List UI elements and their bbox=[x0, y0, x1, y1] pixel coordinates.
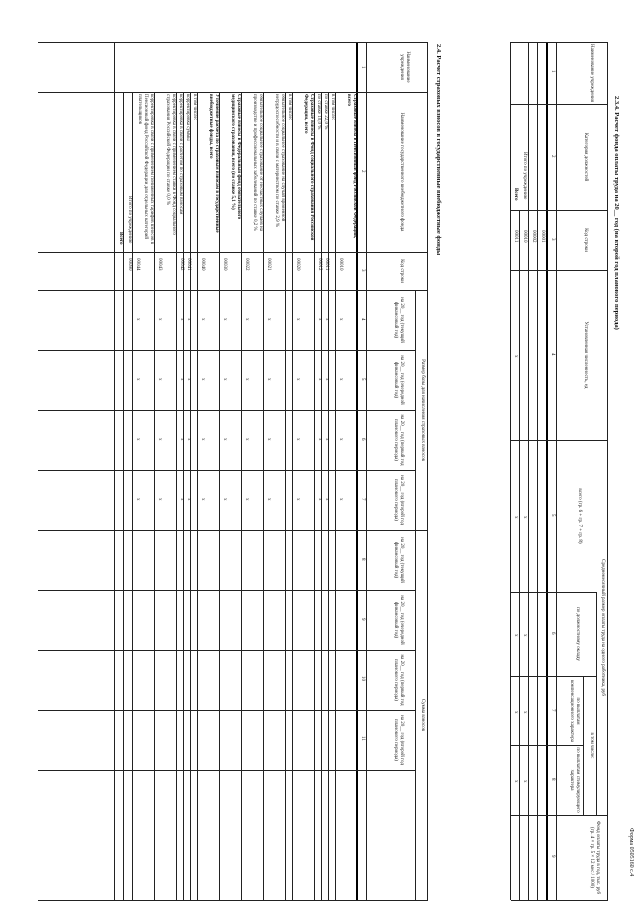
fund-row-name: корректировка в связи с применением ставки в Фонд социального страхования Российской Федерации по ставке 0,0 % bbox=[165, 94, 176, 235]
x-mark: x bbox=[200, 438, 205, 441]
x-mark: x bbox=[135, 378, 140, 381]
x-mark: x bbox=[295, 318, 300, 321]
header-line-code: Код строки bbox=[583, 228, 588, 252]
x-mark: x bbox=[324, 318, 329, 321]
x-mark: x bbox=[186, 438, 191, 441]
section-title-2-3-4: 2.3.4. Расчет фонда оплаты труда на 20__ год (на второй год планового периода) bbox=[613, 96, 620, 330]
col-num: 8 bbox=[360, 558, 365, 561]
x-mark: x bbox=[295, 498, 300, 501]
x-mark: x bbox=[338, 498, 343, 501]
header-staff-count: Установленная численность, ед bbox=[583, 321, 588, 389]
col-num: 7 bbox=[550, 709, 555, 712]
x-mark: x bbox=[200, 498, 205, 501]
x-mark: x bbox=[244, 438, 249, 441]
x-mark: x bbox=[186, 378, 191, 381]
x-mark: x bbox=[186, 318, 191, 321]
subtotal-label: Итого по учреждению bbox=[522, 152, 527, 200]
header-period-next: на 20__ год (очередной финансовый год) bbox=[393, 355, 404, 405]
header-avg-salary: Среднемесячный размер оплаты труда на одного работника, руб bbox=[600, 559, 605, 696]
col-num: 10 bbox=[360, 676, 365, 681]
x-mark: x bbox=[513, 516, 518, 519]
col-num: 9 bbox=[360, 618, 365, 621]
header-contribution-sum: Сумма взносов bbox=[420, 698, 425, 732]
total-label: Всего bbox=[118, 232, 123, 245]
x-mark: x bbox=[338, 318, 343, 321]
x-mark: x bbox=[179, 318, 184, 321]
fund-row-name: обязательное социальное страхование от несчастных случаев на производстве и профессиональных заболеваний по ставке 0,2 % bbox=[252, 94, 263, 231]
x-mark: x bbox=[513, 634, 518, 637]
col-num: 11 bbox=[360, 736, 365, 741]
x-mark: x bbox=[522, 711, 527, 714]
header-period-current: на 20__ год (текущий финансовый год) bbox=[393, 297, 404, 343]
col-num: 8 bbox=[550, 778, 555, 781]
x-mark: x bbox=[522, 634, 527, 637]
x-mark: x bbox=[295, 438, 300, 441]
header-fund-name: Наименование государственного внебюджетного фонда bbox=[399, 112, 404, 232]
fund-row-code: 00041 bbox=[186, 258, 191, 271]
line-code: 00010 bbox=[522, 230, 527, 243]
header-compensation: по выплатам компенсационного характера bbox=[569, 679, 580, 743]
header-period-current: на 20__ год (текущий финансовый год) bbox=[393, 537, 404, 583]
x-mark: x bbox=[135, 318, 140, 321]
header-incentive: по выплатам стимулирующего характера bbox=[569, 747, 580, 813]
fund-row-code: 00030 bbox=[222, 258, 227, 271]
col-num: 3 bbox=[360, 269, 365, 272]
fund-row-code: 00012 bbox=[317, 258, 322, 271]
x-mark: x bbox=[266, 498, 271, 501]
fund-row-name: корректировка в связи с применением пониженных тарифов взносов в Пенсионный фонд Российской Федерации для отдельных категорий плательщиков bbox=[137, 94, 154, 245]
fund-row-code: 00021 bbox=[266, 258, 271, 271]
x-mark: x bbox=[222, 378, 227, 381]
x-mark: x bbox=[157, 498, 162, 501]
x-mark: x bbox=[522, 780, 527, 783]
header-category: Категория должностей bbox=[583, 132, 588, 182]
header-including: в том числе: bbox=[589, 732, 594, 759]
line-code: 00001 bbox=[540, 230, 545, 243]
x-mark: x bbox=[135, 438, 140, 441]
col-num: 4 bbox=[550, 353, 555, 356]
x-mark: x bbox=[244, 318, 249, 321]
x-mark: x bbox=[157, 378, 162, 381]
header-period-plan2: на 20__ год (второй год планового периода) bbox=[393, 475, 404, 525]
x-mark: x bbox=[266, 378, 271, 381]
x-mark: x bbox=[266, 318, 271, 321]
subtotal-label: Итого по учреждению bbox=[127, 196, 132, 244]
fund-row-name: Уточнение расчета по страховым взносам в государственные внебюджетные фонды, всего bbox=[208, 94, 219, 233]
fund-row-name: обязательное социальное страхование на случай временной нетрудоспособности и в связи с материнством по ставке 2,9 % bbox=[274, 94, 285, 227]
fund-row-code: 00044 bbox=[135, 258, 140, 271]
x-mark: x bbox=[135, 498, 140, 501]
fund-row-name: по ставке 10,0 % bbox=[316, 94, 321, 130]
fund-row-code: 00011 bbox=[324, 258, 329, 271]
col-num: 7 bbox=[360, 498, 365, 501]
x-mark: x bbox=[179, 498, 184, 501]
header-period-plan2: на 20__ год (второй год планового периода) bbox=[393, 715, 404, 765]
x-mark: x bbox=[244, 498, 249, 501]
fund-row-code: 00022 bbox=[244, 258, 249, 271]
fund-row-code: 00043 bbox=[157, 258, 162, 271]
fund-row-name: в том числе: bbox=[330, 94, 335, 121]
fund-row-code: 00020 bbox=[295, 258, 300, 271]
header-total: всего (гр. 6 + гр. 7 + гр. 8) bbox=[577, 488, 582, 544]
fund-row-name: корректировка в связи с расчетом по страховым взносам bbox=[178, 94, 183, 215]
x-mark: x bbox=[513, 711, 518, 714]
header-period-plan1: на 20__ год (первый год планового периода) bbox=[393, 654, 404, 706]
x-mark: x bbox=[222, 498, 227, 501]
x-mark: x bbox=[266, 438, 271, 441]
col-num: 1 bbox=[550, 70, 555, 73]
header-period-next: на 20__ год (очередной финансовый год) bbox=[393, 595, 404, 645]
col-num: 2 bbox=[360, 170, 365, 173]
col-num: 3 bbox=[550, 238, 555, 241]
fund-row-name: Страховые взносы в Пенсионный фонд Российской Федерации, всего bbox=[346, 94, 357, 239]
x-mark: x bbox=[513, 780, 518, 783]
x-mark: x bbox=[324, 498, 329, 501]
x-mark: x bbox=[157, 438, 162, 441]
col-num: 5 bbox=[360, 378, 365, 381]
x-mark: x bbox=[157, 318, 162, 321]
fund-row-name: по ставке 22,0 % bbox=[323, 94, 328, 130]
x-mark: x bbox=[222, 318, 227, 321]
col-num: 6 bbox=[360, 438, 365, 441]
x-mark: x bbox=[317, 318, 322, 321]
header-institution: Наименование учреждения bbox=[399, 51, 410, 83]
col-num: 9 bbox=[550, 855, 555, 858]
fund-row-name: в том числе: bbox=[192, 94, 197, 121]
x-mark: x bbox=[222, 438, 227, 441]
x-mark: x bbox=[338, 438, 343, 441]
header-base-salary: по должностному окладу bbox=[575, 607, 580, 661]
x-mark: x bbox=[338, 378, 343, 381]
total-label: Всего bbox=[513, 188, 518, 201]
x-mark: x bbox=[179, 438, 184, 441]
col-num: 4 bbox=[360, 318, 365, 321]
fund-row-name: в том числе: bbox=[287, 94, 292, 121]
line-code: 00011 bbox=[513, 230, 518, 243]
col-num: 2 bbox=[550, 155, 555, 158]
x-mark: x bbox=[317, 378, 322, 381]
x-mark: x bbox=[324, 378, 329, 381]
x-mark: x bbox=[317, 498, 322, 501]
fund-row-name: корректировка суммы bbox=[185, 94, 190, 141]
line-code: 00002 bbox=[531, 230, 536, 243]
col-num: 6 bbox=[550, 632, 555, 635]
x-mark: x bbox=[186, 498, 191, 501]
header-line-code: Код строки bbox=[399, 259, 404, 283]
header-base-size: Размер базы для начисления страховых взносов bbox=[420, 359, 425, 461]
fund-row-code: 00010 bbox=[338, 258, 343, 271]
x-mark: x bbox=[200, 378, 205, 381]
fund-row-name: Страховые взносы в Федеральный фонд обязательного медицинского страхования, всего (по ставке 5,1 %) bbox=[230, 94, 241, 220]
fund-row-code: 00040 bbox=[200, 258, 205, 271]
col-num: 5 bbox=[550, 514, 555, 517]
x-mark: x bbox=[522, 516, 527, 519]
fund-row-code: 00042 bbox=[179, 258, 184, 271]
subtotal-code: 00090 bbox=[127, 258, 132, 271]
x-mark: x bbox=[179, 378, 184, 381]
x-mark: x bbox=[317, 438, 322, 441]
header-period-plan1: на 20__ год (первый год планового периода) bbox=[393, 414, 404, 466]
x-mark: x bbox=[295, 378, 300, 381]
fund-row-name: Страховые взносы в Фонд социального страхования Российской Федерации, всего bbox=[303, 94, 314, 241]
col-num: 1 bbox=[360, 66, 365, 69]
header-annual-fund: Фонд оплаты труда в год, тыс. руб (гр. 4 × гр. 5 × 12 мес / 1000) bbox=[589, 821, 600, 894]
x-mark: x bbox=[200, 318, 205, 321]
header-institution: Наименование учреждения bbox=[589, 44, 594, 103]
x-mark: x bbox=[244, 378, 249, 381]
x-mark: x bbox=[324, 438, 329, 441]
x-mark: x bbox=[513, 355, 518, 358]
form-number: Форма 0505160 с.4 bbox=[628, 828, 634, 877]
section-title-2-4: 2.4. Расчет страховых взносов в государственные внебюджетные фонды bbox=[435, 44, 442, 256]
